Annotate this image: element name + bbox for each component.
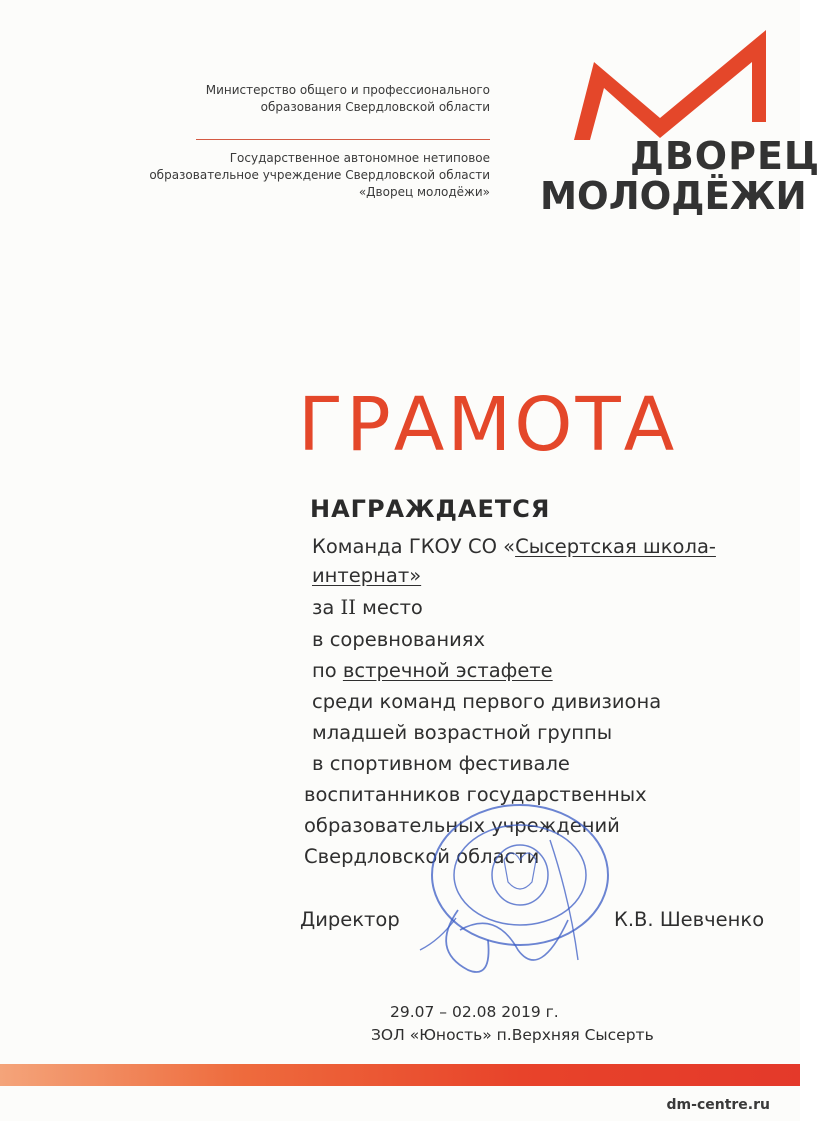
logo-word-molodezhi: МОЛОДЁЖИ xyxy=(540,174,807,218)
ministry-line: образования Свердловской области xyxy=(260,100,490,114)
signature-role: Директор xyxy=(300,908,400,931)
award-line-place: за II место xyxy=(312,596,423,619)
institution-block xyxy=(120,150,490,201)
event-location: ЗОЛ «Юность» п.Верхняя Сысерть xyxy=(371,1026,654,1044)
logo-word-dvorets: ДВОРЕЦ xyxy=(630,134,820,178)
certificate-title: ГРАМОТА xyxy=(298,382,678,468)
signature-name: К.В. Шевченко xyxy=(614,908,765,931)
ministry-block xyxy=(120,82,490,116)
institution-line: «Дворец молодёжи» xyxy=(358,185,490,199)
footer-website: dm-centre.ru xyxy=(666,1097,770,1113)
awarded-heading: НАГРАЖДАЕТСЯ xyxy=(310,495,551,523)
award-line-discipline: по встречной эстафете xyxy=(312,659,553,682)
footer-bar xyxy=(0,1064,800,1086)
school-name-part-1: Сысертская школа- xyxy=(515,535,716,558)
award-line: образовательных учреждений xyxy=(304,814,620,837)
award-line: воспитанников государственных xyxy=(304,783,647,806)
award-line-team-cont xyxy=(312,564,421,588)
award-line: в соревнованиях xyxy=(312,628,486,651)
institution-line: образовательное учреждение Свердловской области xyxy=(149,168,490,182)
official-stamp-icon xyxy=(400,800,630,990)
award-line: в спортивном фестивале xyxy=(312,752,570,775)
place-number: II xyxy=(340,596,356,619)
dvorets-molodezhi-logo xyxy=(520,22,820,222)
event-dates: 29.07 – 02.08 2019 г. xyxy=(390,1003,559,1021)
school-name-part-2: интернат» xyxy=(312,564,422,587)
header-divider xyxy=(196,139,490,140)
discipline-name: встречной эстафете xyxy=(342,659,553,682)
award-line: среди команд первого дивизиона xyxy=(312,690,662,713)
award-line: младшей возрастной группы xyxy=(312,721,613,744)
institution-line: Государственное автономное нетиповое xyxy=(229,151,490,165)
award-line-team: Команда ГКОУ СО «Сысертская школа- xyxy=(312,535,716,558)
award-line: Свердловской области xyxy=(304,845,540,868)
ministry-line: Министерство общего и профессионального xyxy=(205,83,490,97)
